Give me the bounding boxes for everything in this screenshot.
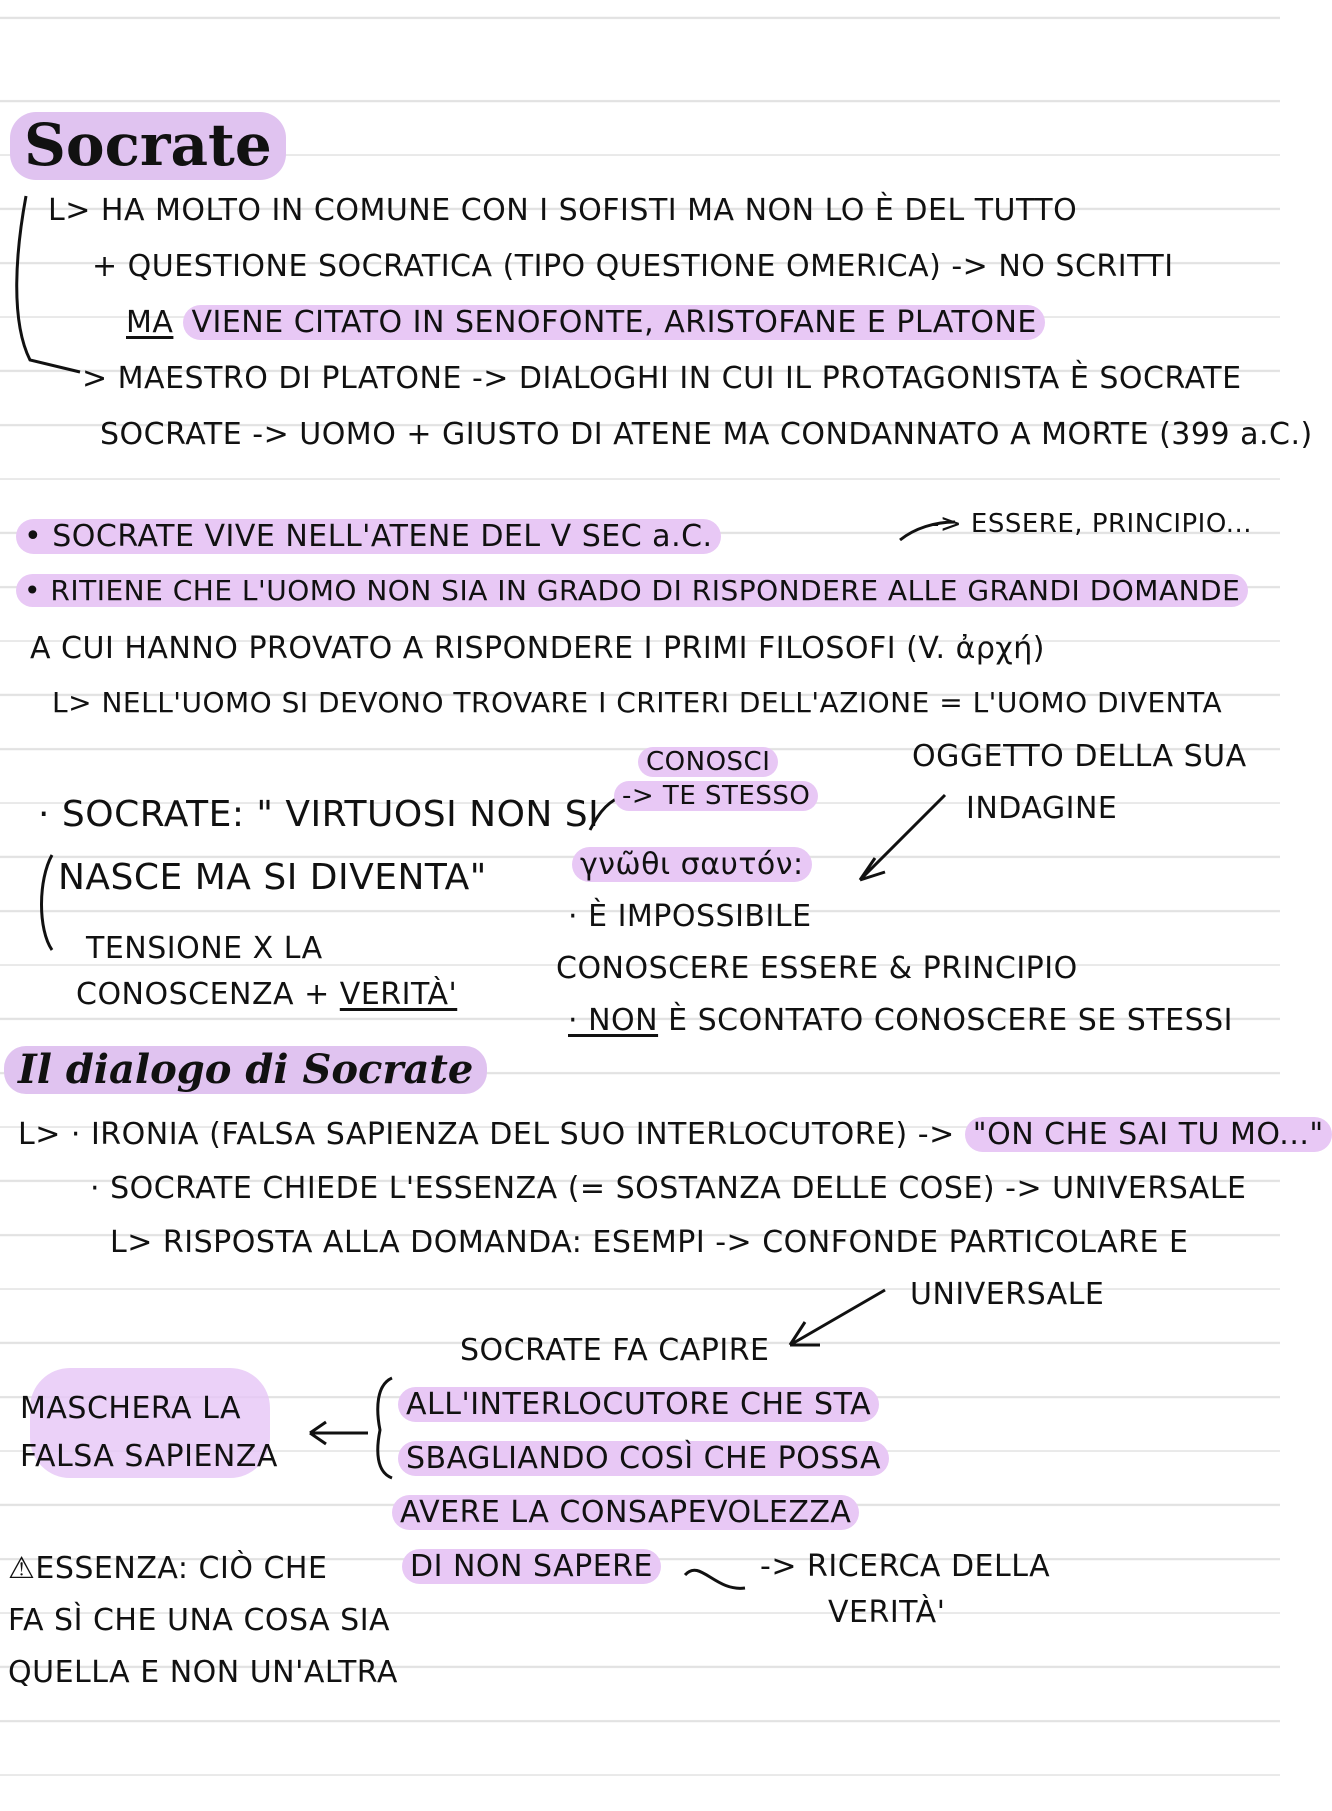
indagine-label: INDAGINE <box>966 791 1118 826</box>
tension-line-1: TENSIONE X LA <box>86 931 323 966</box>
fa-capire-label: SOCRATE FA CAPIRE <box>460 1333 770 1368</box>
universale-label: UNIVERSALE <box>910 1277 1105 1312</box>
maschera-line-1: MASCHERA LA <box>20 1391 242 1426</box>
intro-line-5: SOCRATE -> UOMO + GIUSTO DI ATENE MA CONDANNATO A MORTE (399 a.C.) <box>100 417 1313 452</box>
curly-bracket <box>378 1378 392 1478</box>
conosci-label: CONOSCI <box>638 748 778 777</box>
essere-note: -> ESSERE, PRINCIPIO... <box>930 509 1253 539</box>
maschera-arrow <box>310 1422 368 1444</box>
verita-label: VERITÀ' <box>828 1595 946 1630</box>
quote-line-1: · SOCRATE: " VIRTUOSI NON SI <box>38 794 600 835</box>
ricerca-curve <box>685 1570 745 1588</box>
scontato-label: · NON È SCONTATO CONOSCERE SE STESSI <box>568 1003 1234 1038</box>
bullet-atene: • SOCRATE VIVE NELL'ATENE DEL V SEC a.C. <box>16 520 721 553</box>
bullet-domande: • RITIENE CHE L'UOMO NON SIA IN GRADO DI RISPONDERE ALLE GRANDI DOMANDE <box>16 576 1248 607</box>
quote-bracket <box>42 855 53 950</box>
ricerca-label: -> RICERCA DELLA <box>760 1549 1051 1584</box>
criteri-line: L> NELL'UOMO SI DEVONO TROVARE I CRITERI DELL'AZIONE = L'UOMO DIVENTA <box>52 686 1223 719</box>
consapevolezza-line: AVERE LA CONSAPEVOLEZZA <box>392 1496 859 1529</box>
ironia-line: L> · IRONIA (FALSA SAPIENZA DEL SUO INTERLOCUTORE) -> "ON CHE SAI TU MO..." <box>18 1118 1332 1151</box>
indagine-arrow <box>860 795 945 880</box>
bracket-line-1: ALL'INTERLOCUTORE CHE STA <box>398 1388 879 1421</box>
intro-line-1: L> HA MOLTO IN COMUNE CON I SOFISTI MA NON LO È DEL TUTTO <box>48 193 1078 228</box>
risposta-line: L> RISPOSTA ALLA DOMANDA: ESEMPI -> CONFONDE PARTICOLARE E <box>110 1225 1189 1260</box>
intro-line-2: + QUESTIONE SOCRATICA (TIPO QUESTIONE OMERICA) -> NO SCRITTI <box>92 249 1174 284</box>
intro-line-3 <box>126 306 1045 339</box>
bracket-line-2: SBAGLIANDO COSÌ CHE POSSA <box>398 1442 889 1475</box>
gnothi-label: γνῶθι σαυτόν: <box>572 848 812 881</box>
bullet-domande-cont: A CUI HANNO PROVATO A RISPONDERE I PRIMI FILOSOFI (V. ἀρχή) <box>30 631 1045 666</box>
maschera-line-2: FALSA SAPIENZA <box>20 1439 278 1474</box>
page-title: Socrate <box>10 112 286 180</box>
impossibile-label: · È IMPOSSIBILE <box>568 899 812 934</box>
section-subtitle: Il dialogo di Socrate <box>4 1046 487 1094</box>
essenza-def-3: QUELLA E NON UN'ALTRA <box>8 1655 398 1690</box>
oggetto-label: OGGETTO DELLA SUA <box>912 739 1247 774</box>
essenza-def-2: FA SÌ CHE UNA COSA SIA <box>8 1603 391 1638</box>
conoscere-label: CONOSCERE ESSERE & PRINCIPIO <box>556 951 1078 986</box>
essenza-def-1: ⚠ESSENZA: CIÒ CHE <box>8 1551 328 1586</box>
te-stesso-label: -> TE STESSO <box>614 782 818 811</box>
intro-line-4: > MAESTRO DI PLATONE -> DIALOGHI IN CUI IL PROTAGONISTA È SOCRATE <box>82 361 1242 396</box>
non-sapere-line: DI NON SAPERE <box>402 1550 661 1583</box>
ma-underlined: MA <box>126 305 174 340</box>
universale-arrow <box>790 1290 885 1345</box>
quote-line-2: NASCE MA SI DIVENTA" <box>58 857 487 898</box>
cited-authors-highlight: VIENE CITATO IN SENOFONTE, ARISTOFANE E PLATONE <box>183 305 1044 340</box>
essenza-question-line: · SOCRATE CHIEDE L'ESSENZA (= SOSTANZA DELLE COSE) -> UNIVERSALE <box>90 1171 1247 1206</box>
tension-line-2: CONOSCENZA + VERITÀ' <box>76 977 458 1012</box>
